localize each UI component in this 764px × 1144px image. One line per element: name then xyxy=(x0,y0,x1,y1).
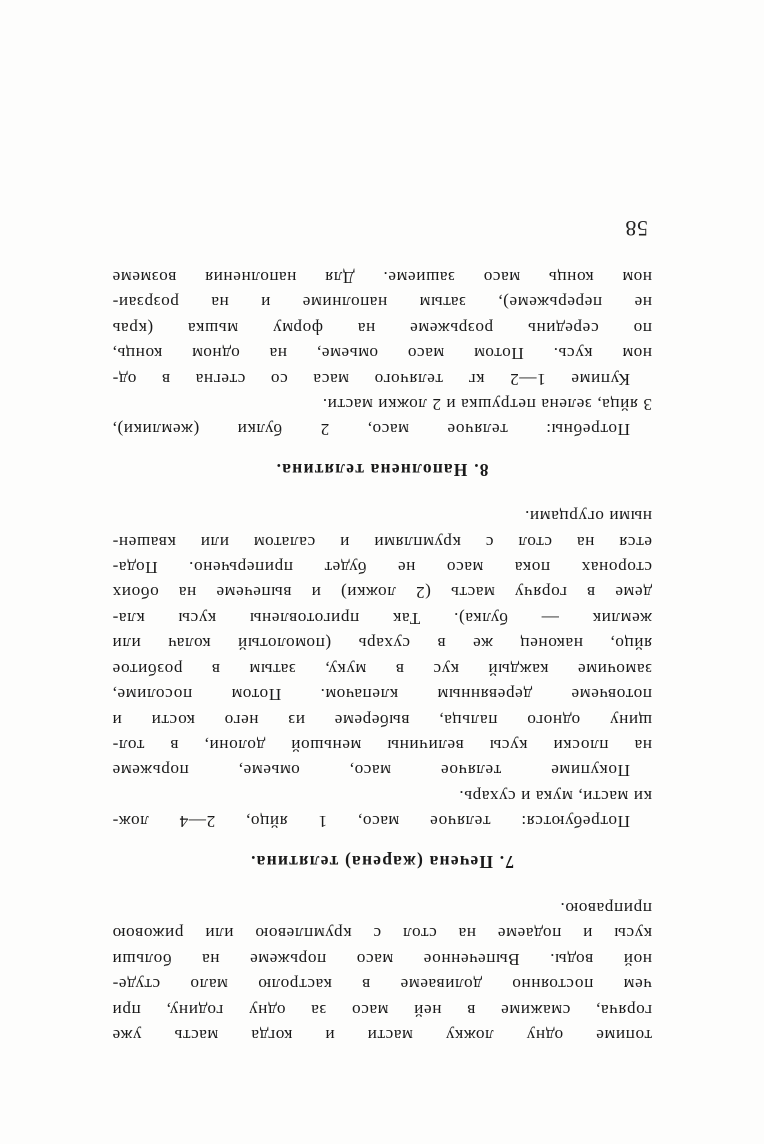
page-number: 58 xyxy=(624,215,648,241)
text-line: ном конць масо зашиеме. Для наполнения возмеме xyxy=(112,268,652,288)
text-line: Потребуются: телячое масо, 1 яйцо, 2—4 лож- xyxy=(112,812,630,832)
text-line: ки масти, мука и сухарь. xyxy=(458,786,652,806)
text-line: замочиме каждый кус в муку, затым в розбитое xyxy=(112,659,652,679)
text-line: приправою. xyxy=(559,898,652,918)
text-line: чем постоянно доливаеме в кастролю мало студе- xyxy=(112,975,652,995)
text-line: не перерьжеме), затым наполниме и на розрзаи- xyxy=(112,293,652,313)
text-line: на плоски кусы величины меньшой долони, в тол- xyxy=(112,735,652,755)
text-line: Потребны: телячое масо, 2 булки (жемлики), xyxy=(112,420,630,440)
text-line: ной воды. Выпеченное масо порьжеме на больши xyxy=(112,949,652,969)
text-line: потовчеме деревянным клепачом. Потом посолиме, xyxy=(112,685,652,705)
text-line: щину одного пальца, выбереме из него кости и xyxy=(112,710,652,730)
previous-recipe-ending xyxy=(112,205,652,1048)
text-line: сторонах пока масо не будет приперьчено. Пода- xyxy=(112,558,652,578)
text-line: по серединь розрьжеме на форму мьшка (краь xyxy=(112,318,652,338)
text-line: кусы и подаеме на стол с крумплевою или рижовою xyxy=(112,924,652,944)
section-7-heading: 7. Печена (жарена) телятина. xyxy=(249,851,515,872)
text-line: горяча, смажиме в ней масо за одну годину, при xyxy=(112,1000,652,1020)
section-8-heading: 8. Наполнена телятина. xyxy=(275,459,489,480)
text-line: топиме одну ложку масти и когда масть уже xyxy=(112,1026,652,1045)
text-line: ными огурцами. xyxy=(524,507,652,527)
text-line: ется на стол с крумплями и салатом или квашен- xyxy=(112,532,652,552)
text-line: яйцо, наконец же в сухарь (помолотый колач или xyxy=(112,634,652,654)
text-line: жемлик — булка). Так приготовлены кусы кла- xyxy=(112,608,652,628)
page-number-row xyxy=(112,205,652,265)
text-line: деме в горячу масть (2 ложки) и выпечеме на обоих xyxy=(112,583,652,603)
text-line: ном кусь. Потом масо омьеме, на одном конць, xyxy=(112,344,652,364)
text-line: Купиме 1—2 кг телячого маса со стегна в од- xyxy=(112,369,630,389)
text-line: Покупиме телячое масо, омьеме, порьжеме xyxy=(112,761,630,781)
text-line: 3 яйца, зелена петрушка и 2 ложки масти. xyxy=(322,395,652,415)
